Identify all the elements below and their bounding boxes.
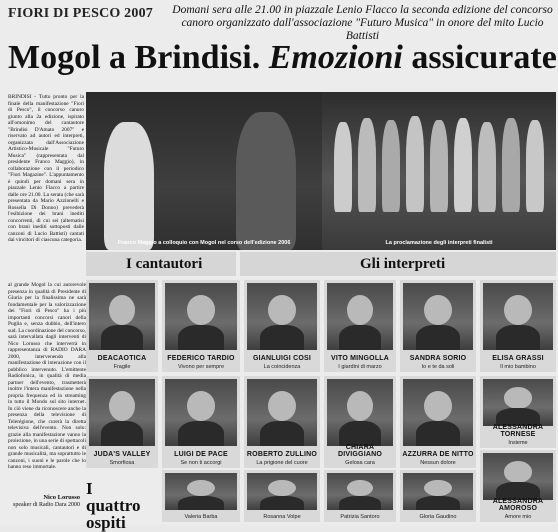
- headline-part-3: assicurate: [402, 39, 557, 76]
- cantautore-card: [244, 280, 320, 372]
- photo-right-caption: La proclamazione degli interpreti finalisti: [385, 240, 493, 246]
- torso: [178, 421, 224, 446]
- cantautore-name: GIANLUIGI COSI: [252, 355, 312, 362]
- face: [504, 387, 532, 408]
- interpreti-title: Gli interpreti: [360, 256, 446, 272]
- interprete-song: Nessun dolore: [420, 460, 456, 466]
- cantautore-song: Fragile: [113, 364, 131, 370]
- cantautore-card: [244, 376, 320, 468]
- interprete-card: [400, 280, 476, 372]
- figure-group-1: [334, 122, 352, 212]
- ospiti-title-line-2: quattro: [86, 496, 141, 515]
- cantautore-photo: [247, 379, 317, 446]
- interprete-name: AZZURRA DE NITTO: [402, 451, 474, 458]
- torso: [178, 325, 224, 350]
- interprete-card: [480, 450, 556, 522]
- cantautore-card: [162, 376, 240, 468]
- interprete-photo: [483, 379, 553, 426]
- figure-right-person: [236, 112, 296, 250]
- figure-group-6: [454, 118, 472, 212]
- cantautore-song: La prigione del cuore: [256, 460, 308, 466]
- torso: [260, 325, 305, 350]
- interprete-card: [324, 280, 396, 372]
- torso: [416, 496, 461, 510]
- torso: [260, 496, 305, 510]
- face: [109, 391, 135, 421]
- ospiti-title-line-1: I: [86, 479, 93, 498]
- cantautore-name: DEACAOTICA: [97, 355, 147, 362]
- ospiti-title: [86, 480, 140, 531]
- interprete-photo: [327, 379, 393, 446]
- interprete-name: SANDRA SORIO: [409, 355, 467, 362]
- torso: [101, 421, 143, 446]
- torso: [416, 325, 461, 350]
- figure-group-4: [406, 116, 424, 212]
- ospite-name: Gloria Gaudino: [419, 514, 457, 520]
- face: [347, 295, 373, 325]
- face: [424, 391, 452, 421]
- headline: [8, 38, 557, 78]
- face: [109, 295, 135, 325]
- torso: [260, 421, 305, 446]
- face: [187, 480, 216, 497]
- cantautore-name: JUDA'S VALLEY: [93, 451, 151, 458]
- figure-group-3: [382, 120, 400, 212]
- cantautore-photo: [165, 283, 237, 350]
- interprete-name: CHIARA DIVIGGIANO: [337, 444, 382, 458]
- interprete-name: ALESSANDRA AMOROSO: [492, 498, 544, 512]
- face: [504, 295, 532, 325]
- ospite-name: Valeria Barba: [184, 514, 218, 520]
- interprete-photo: [327, 283, 393, 350]
- interprete-card: [324, 376, 396, 468]
- ospite-photo: [247, 473, 317, 510]
- ospite-card: [244, 470, 320, 522]
- photo-finalists: [322, 92, 556, 250]
- interprete-card: [480, 376, 556, 448]
- torso: [101, 325, 143, 350]
- interprete-photo: [403, 283, 473, 350]
- torso: [416, 421, 461, 446]
- ospite-photo: [403, 473, 473, 510]
- interprete-card: [400, 376, 476, 468]
- article-continuation: al grande Mogol la cui autorevole presenza in qualità di Presidente di Giuria per la finalissima ne sarà fondamentale per la valorizzazione dei "Fiori di Pesco" ha i più importanti concorsi canori della Puglia e, senza dubbio, dell'intero sud. La coordinazione del concorso, sarà intervallata dagli interventi di Nico Lorusso che interverrà in rappresentanza di RADIO DARA 2000, intervenendo alla manifestazione di interazione con il pubblico intervenuto. L'emittente Radiofonica, in qualità di media partner dell'evento, trasmetterà inoltre l'intera manifestazione nella propria frequenza ed in streaming in tutto il Mondo sul sito internet. In ciò viene da riconoscere anche la presenza della televisione di Telerégione, che curerà la diretta televisiva dell'evento. Non solo: grazie alla manifestazione vanno la proiezione, in una serie di spettacoli non solo musicali, cantautori e di grande musicalità, ma soprattutto le canzoni, i suoni e le parole che lo hanno reso immortale.: [8, 282, 86, 470]
- figure-group-2: [358, 118, 376, 212]
- torso: [339, 325, 381, 350]
- cantautore-name: FEDERICO TARDIO: [167, 355, 235, 362]
- headline-part-2: Emozioni: [268, 39, 403, 76]
- photo-maggio-mogol: [86, 92, 322, 250]
- figure-left-person: [104, 122, 154, 250]
- cantautore-song: Se non ti accorgi: [180, 460, 222, 466]
- torso: [496, 325, 541, 350]
- ospite-photo: [327, 473, 393, 510]
- face: [347, 480, 373, 497]
- interprete-photo: [483, 283, 553, 350]
- cantautore-song: Smorfiosa: [109, 460, 135, 466]
- figure-group-8: [502, 118, 520, 212]
- ospite-card: [400, 470, 476, 522]
- face: [504, 461, 532, 482]
- interprete-name: VITO MINGOLLA: [330, 355, 390, 362]
- face: [268, 391, 296, 421]
- cantautore-card: [162, 280, 240, 372]
- face: [347, 391, 373, 421]
- ospite-name: Patrizia Santoro: [340, 514, 380, 520]
- interprete-photo: [403, 379, 473, 446]
- interprete-song: Il mio bambino: [500, 364, 536, 370]
- cantautore-photo: [89, 283, 155, 350]
- cantautore-photo: [89, 379, 155, 446]
- interprete-name: ELISA GRASSI: [492, 355, 544, 362]
- author-role: speaker di Radio Dara 2000: [13, 502, 80, 508]
- torso: [339, 421, 381, 446]
- cantautore-card: [86, 376, 158, 468]
- face: [424, 480, 452, 497]
- interprete-photo: [483, 453, 553, 500]
- interprete-song: Io e te da soli: [421, 364, 455, 370]
- face: [268, 480, 296, 497]
- figure-group-9: [526, 120, 544, 212]
- ospiti-title-line-3: ospiti: [86, 513, 126, 532]
- face: [187, 391, 216, 421]
- cantautore-song: Vivono per sempre: [177, 364, 225, 370]
- cantautore-card: [86, 280, 158, 372]
- photo-left-caption: Franco Maggio a colloquio con Mogol nel corso dell'edizione 2006: [117, 240, 291, 246]
- interprete-song: I giardini di marzo: [338, 364, 382, 370]
- cantautore-name: LUIGI DE PACE: [174, 451, 228, 458]
- torso: [178, 496, 224, 510]
- figure-group-5: [430, 120, 448, 212]
- author-name: Nico Lorusso: [43, 494, 80, 501]
- cantautore-photo: [247, 283, 317, 350]
- interprete-name: ALESSANDRA TORNESE: [492, 424, 544, 438]
- figure-group-7: [478, 122, 496, 212]
- ospite-photo: [165, 473, 237, 510]
- author-credit: [8, 494, 80, 509]
- cantautori-title: I cantautori: [126, 256, 203, 272]
- interprete-card: [480, 280, 556, 372]
- subheadline: Domani sera alle 21.00 in piazzale Lenio Flacco la seconda edizione del concorso canoro organizzato dall'associazione "Futuro Musica" in onore del mito Lucio Battisti: [172, 4, 553, 42]
- face: [424, 295, 452, 325]
- cantautore-song: La coincidenza: [263, 364, 301, 370]
- section-kicker: FIORI DI PESCO 2007: [8, 6, 153, 21]
- face: [268, 295, 296, 325]
- headline-part-1: Mogol a Brindisi.: [8, 39, 269, 76]
- article-lead: BRINDISI - Tutto pronto per la finale della manifestazione "Fiori di Pesco", il concorso canoro giunto alla 2a edizione, ispirato all'omonimo del cantautore "Brindisi D'Amato 2007" e riservato ad autori ed interpreti, organizzata dall'Associazione Artistico-Musicale "Futuro Musica" (rappresentata dal presidente Franco Maggio), in collaborazione con il periodico "Fiori Magazine". L'appuntamento è quindi per domani sera in piazzale Lenio Flacco a partire dalle ore 21.00. La serata (che sarà presentata da Mario Azzinnelli e Rossella Di Donno) prevederà l'esibizione dei brani inediti concorrenti, di cui sei (alternatisi con brani inediti sottoposti dalle canzoni di Lucio Battisti) cantati dai vincitori di ciascuna categoria.: [8, 94, 84, 243]
- interprete-song: Insieme: [508, 440, 528, 446]
- cantautore-photo: [165, 379, 237, 446]
- torso: [339, 496, 381, 510]
- face: [187, 295, 216, 325]
- ospite-name: Rosanna Volpe: [263, 514, 301, 520]
- interprete-song: Amore mio: [504, 514, 532, 520]
- cantautore-name: ROBERTO ZULLINO: [246, 451, 318, 458]
- ospite-card: [162, 470, 240, 522]
- ospite-card: [324, 470, 396, 522]
- interprete-song: Gelosa cara: [345, 460, 375, 466]
